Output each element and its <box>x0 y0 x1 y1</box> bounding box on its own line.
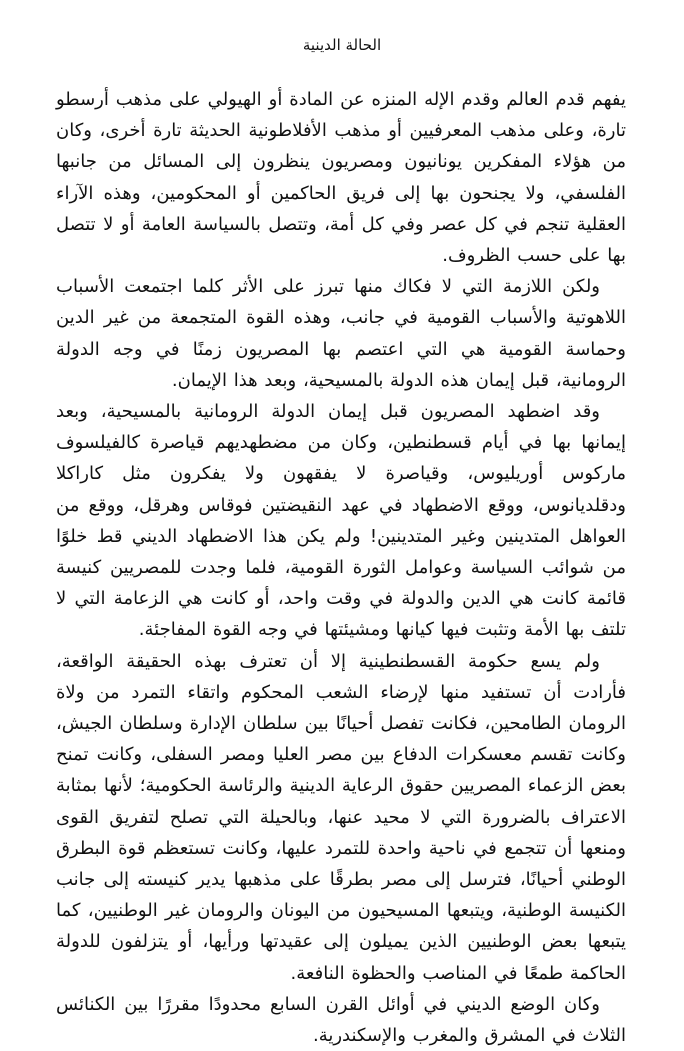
paragraph-1: يفهم قدم العالم وقدم الإله المنزه عن المادة أو الهيولي على مذهب أرسطو تارة، وعلى مذهب المعرفيين أو مذهب الأفلاطونية الحديثة تارة أخرى، وكان من هؤلاء المفكرين يونانيون ومصريون ينظرون إلى المسائل من جانبها الفلسفي، ولا يجنحون بها إلى فريق الحاكمين أو المحكومين، وهذه الآراء العقلية تنجم في كل عصر وفي كل أمة، وتتصل بالسياسة العامة أو لا تتصل بها على حسب الظروف. <box>56 89 626 267</box>
paragraph-3: وقد اضطهد المصريون قبل إيمان الدولة الرومانية بالمسيحية، وبعد إيمانها بها في أيام قسطنطين، وكان من مضطهديهم قياصرة كالفيلسوف ماركوس أوريليوس، وقياصرة لا يفقهون ولا يفكرون مثل كاراكلا ودقلديانوس، ووقع الاضطهاد في عهد النقيضتين فوقاس وهرقل، ووقع من العواهل المتدينين وغير المتدينين! ولم يكن هذا الاضطهاد الديني قط خلوًا من شوائب السياسة وعوامل الثورة القومية، فلما وجدت للمصريين كنيسة قائمة كانت هي الدين والدولة في وقت واحد، أو كانت هي الزعامة التي لا تلتف بها الأمة وتثبت فيها كيانها ومشيئتها في وجه القوة المفاجئة. <box>56 401 626 641</box>
paragraph-4: ولم يسع حكومة القسطنطينية إلا أن تعترف بهذه الحقيقة الواقعة، فأرادت أن تستفيد منها لإرضاء الشعب المحكوم واتقاء التمرد من ولاة الرومان الطامحين، فكانت تفصل أحيانًا بين سلطان الإدارة وسلطان الجيش، وكانت تقسم معسكرات الدفاع بين مصر العليا ومصر السفلى، وكانت تمنح بعض الزعماء المصريين حقوق الرعاية الدينية والرئاسة الحكومية؛ لأنها بمثابة الاعتراف بالضرورة التي لا محيد عنها، وبالحيلة التي تصلح لتفريق القوى ومنعها أن تتجمع في ناحية واحدة للتمرد عليها، وكانت تستعظم قوة البطرق الوطني أحيانًا، فترسل إلى مصر بطرقًا على مذهبها يدير كنيسته إلى جانب الكنيسة الوطنية، ويتبعها المسيحيون من اليونان والرومان غير الوطنيين، كما يتبعها بعض الوطنيين الذين يميلون إلى عقيدتها ورأيها، أو يتزلفون للدولة الحاكمة طمعًا في المناصب والحظوة النافعة. <box>56 650 626 984</box>
paragraph-2: ولكن اللازمة التي لا فكاك منها تبرز على الأثر كلما اجتمعت الأسباب اللاهوتية والأسباب القومية في جانب، وهذه القوة المتجمعة من غير الدين وحماسة القومية هي التي اعتصم بها المصريون زمنًا في وجه الدولة الرومانية، قبل إيمان هذه الدولة بالمسيحية، وبعد هذا الإيمان. <box>56 276 626 391</box>
body-text <box>56 84 626 1051</box>
paragraph-5: وكان الوضع الديني في أوائل القرن السابع محدودًا مقررًا بين الكنائس الثلاث في المشرق والمغرب والإسكندرية. <box>56 993 626 1047</box>
running-header-title: الحالة الدينية <box>302 36 382 54</box>
